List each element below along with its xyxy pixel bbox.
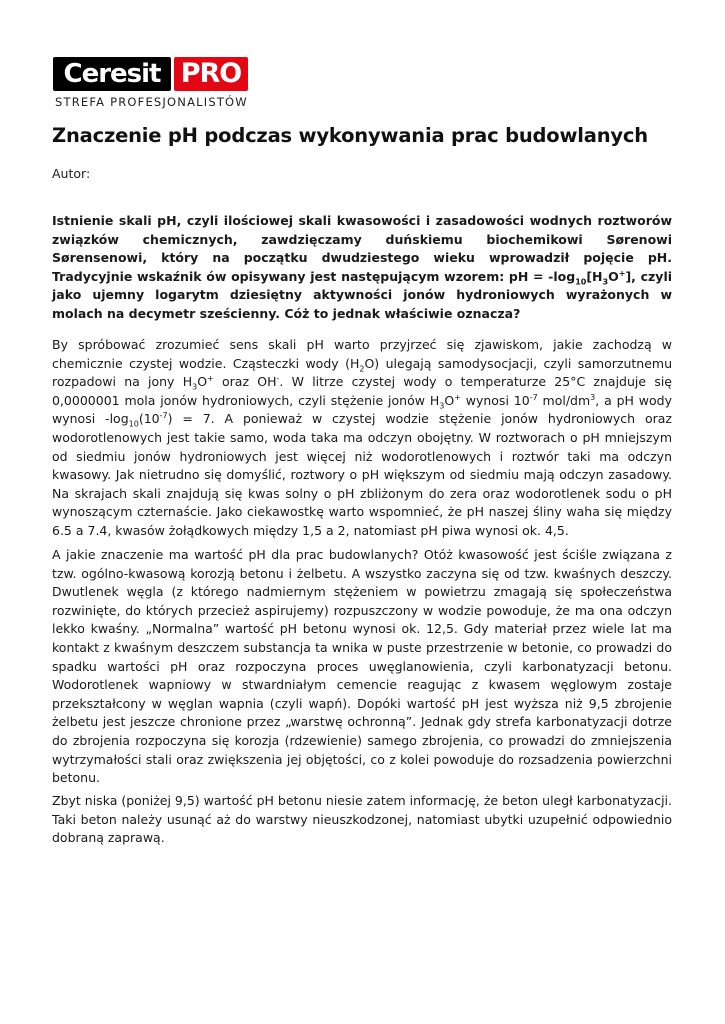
logo-pro-text: PRO xyxy=(180,58,242,89)
body-paragraph-1: By spróbować zrozumieć sens skali pH warto przyjrzeć się zjawiskom, jakie zachodzą w chemicznie czystej wodzie. Cząsteczki wody $(H_2O)$ ulegają samodysocjacji, czyli samorzutnemu rozpadowi na jony $H_3O^+$ oraz OH-. W litrze czystej wody o temperaturze 25°C znajduje się 0,0000001 mola jonów hydroniowych, czyli stężenie jonów $H_3O^+$ wynosi $10^{-7}$ mol/$dm^3$, a pH wody wynosi $-\log_{10}(10^{-7}) = 7$. A ponieważ w czystej wodzie stężenie jonów hydroniowych oraz wodorotlenowych jest takie samo, woda taka ma odczyn obojętny. W roztworach o pH mniejszym od siedmiu jonów hydroniowych jest więcej niż wodorotlenowych i roztwór taki ma odczyn kwasowy. Jak nietrudno się domyślić, roztwory o pH większym od siedmiu mają odczyn zasadowy. Na skrajach skali znajdują się kwas solny o pH zbliżonym do zera oraz wodorotlenek sodu o pH wynoszącym czternaście. Jako ciekawostkę warto wspomnieć, że pH naszej śliny waha się między 6.5 a 7.4, kwasów żołądkowych między 1,5 a 2, natomiast pH piwa wynosi ok. 4,5. xyxy=(52,337,673,538)
logo-tagline: STREFA PROFESJONALISTÓW xyxy=(55,95,248,109)
page-title: Znaczenie pH podczas wykonywania prac budowlanych xyxy=(52,124,648,147)
author-label: Autor: xyxy=(52,166,91,181)
ceresit-pro-logo xyxy=(53,57,253,113)
body-paragraph-3: Zbyt niska (poniżej 9,5) wartość pH betonu niesie zatem informację, że beton uległ karbonatyzacji. Taki beton należy usunąć aż do warstwy nieuszkodzonej, natomiast ubytki uzupełnić odpowiednio dobraną zaprawą. xyxy=(52,793,672,846)
lead-paragraph: Istnienie skali pH, czyli ilościowej skali kwasowości i zasadowości wodnych roztworów związków chemicznych, zawdzięczamy duńskiemu biochemikowi Sørenowi Sørensenowi, który na początku dwudziestego wieku wprowadził pojęcie pH. Tradycyjnie wskaźnik ów opisywany jest następującym wzorem: pH = $-\log_{10}[H_3O^+]$, czyli jako ujemny logarytm dziesiętny aktywności jonów hydroniowych wyrażonych w molach na decymetr sześcienny. Cóż to jednak właściwie oznacza? xyxy=(52,213,673,321)
body-paragraph-2: A jakie znaczenie ma wartość pH dla prac budowlanych? Otóż kwasowość jest ściśle związana z tzw. ogólno-kwasową korozją betonu i żelbetu. A wszystko zaczyna się od tzw. kwaśnych deszczy. Dwutlenek węgla (z którego nadmiernym stężeniem w powietrzu zmagają się społeczeństwa rozwinięte, do których przecież aspirujemy) rozpuszczony w wodzie powoduje, że ma ona odczyn lekko kwaśny. „Normalna” wartość pH betonu wynosi ok. 12,5. Gdy materiał przez wiele lat ma kontakt z kwaśnym deszczem substancja ta wnika w puste przestrzenie w betonie, co prowadzi do spadku wartości pH oraz rozpoczyna proces uwęglanowienia, czyli karbonatyzacji betonu. Wodorotlenek wapniowy w stwardniałym cemencie reagując z kwasem węglowym zostaje przekształcony w węglan wapnia (czyli wapń). Dopóki wartość pH jest wyższa niż 9,5 zbrojenie żelbetu jest jeszcze chronione przez „warstwę ochronną”. Jednak gdy strefa karbonatyzacji dotrze do zbrojenia rozpoczyna się korozja (rdzewienie) samego zbrojenia, co prowadzi do zmniejszenia wytrzymałości stali oraz zwiększenia jej objętości, co z kolei powoduje do rozsadzenia powierzchni betonu. xyxy=(52,547,672,786)
logo-brand-text: Ceresit xyxy=(63,59,161,89)
logo-pro-badge xyxy=(174,57,248,91)
logo-ceresit-wordmark xyxy=(53,57,171,91)
